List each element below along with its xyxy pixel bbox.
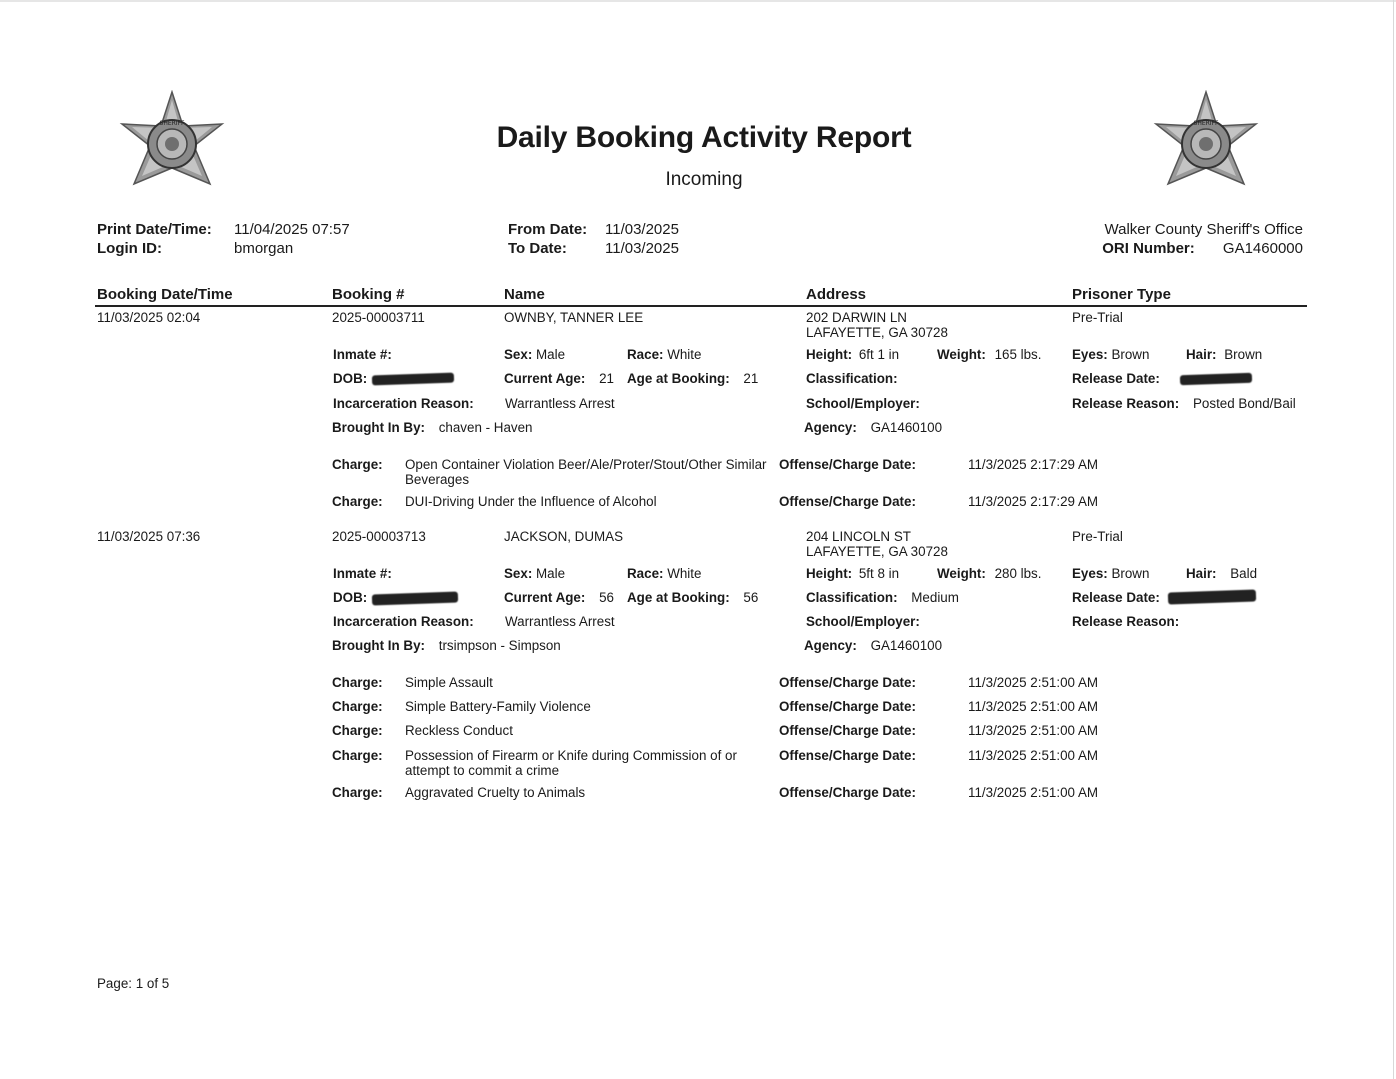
brought-in-by-label: Brought In By: — [332, 638, 425, 653]
release-date-label: Release Date: — [1072, 590, 1160, 605]
offense-date-label: Offense/Charge Date: — [779, 748, 916, 763]
col-booking-number: Booking # — [332, 286, 405, 303]
race — [627, 347, 701, 362]
eyes — [1072, 347, 1149, 362]
agency-label: Agency: — [804, 638, 857, 653]
charge-description-cont: attempt to commit a crime — [405, 763, 560, 778]
offense-date-label: Offense/Charge Date: — [779, 457, 916, 472]
print-datetime-label: Print Date/Time: — [97, 221, 212, 238]
charge-label: Charge: — [332, 675, 383, 690]
current-age-value: 21 — [599, 371, 614, 386]
sex-label: Sex: — [504, 347, 533, 362]
page-top-edge — [0, 0, 1396, 2]
school-employer-label: School/Employer: — [806, 614, 920, 629]
inmate-number-label: Inmate #: — [333, 566, 392, 581]
current-age-label: Current Age: — [504, 371, 586, 386]
report-subtitle: Incoming — [665, 169, 743, 190]
brought-in-by — [332, 638, 561, 653]
charge-label: Charge: — [332, 494, 383, 509]
brought-in-by-label: Brought In By: — [332, 420, 425, 435]
agency-name: Walker County Sheriff's Office — [1104, 221, 1303, 238]
classification — [806, 590, 959, 605]
booking-number: 2025-00003711 — [332, 310, 425, 325]
address-line2: LAFAYETTE, GA 30728 — [806, 544, 948, 559]
charge-label: Charge: — [332, 723, 383, 738]
charge-description: Reckless Conduct — [405, 723, 513, 738]
eyes-label: Eyes: — [1072, 566, 1108, 581]
agency-value: GA1460100 — [870, 638, 943, 653]
to-date-label: To Date: — [508, 240, 567, 257]
height-value: 6ft 1 in — [858, 347, 900, 362]
agency-label: Agency: — [804, 420, 857, 435]
ori-number-label: ORI Number: — [1102, 240, 1195, 257]
dob-redaction — [372, 373, 454, 386]
offense-date-label: Offense/Charge Date: — [779, 785, 916, 800]
hair-label: Hair: — [1186, 347, 1217, 362]
race — [627, 566, 701, 581]
hair-label: Hair: — [1186, 566, 1217, 581]
page-number: Page: 1 of 5 — [97, 976, 170, 991]
height-label: Height: — [806, 347, 853, 362]
age-at-booking — [627, 371, 758, 386]
offense-date-label: Offense/Charge Date: — [779, 723, 916, 738]
to-date-value: 11/03/2025 — [605, 240, 679, 257]
charge-description-cont: Beverages — [405, 472, 470, 487]
weight — [937, 347, 1041, 362]
offense-date-value: 11/3/2025 2:17:29 AM — [968, 494, 1099, 509]
height-label: Height: — [806, 566, 853, 581]
offense-date-label: Offense/Charge Date: — [779, 699, 916, 714]
dob-redaction — [372, 592, 458, 606]
height — [806, 347, 899, 362]
weight-label: Weight: — [937, 347, 986, 362]
address-line2: LAFAYETTE, GA 30728 — [806, 325, 948, 340]
charge-label: Charge: — [332, 748, 383, 763]
charge-label: Charge: — [332, 457, 383, 472]
age-at-booking — [627, 590, 758, 605]
sex-label: Sex: — [504, 566, 533, 581]
inmate-name: JACKSON, DUMAS — [504, 529, 624, 544]
incarceration-reason-value: Warrantless Arrest — [505, 396, 615, 411]
classification-label: Classification: — [806, 371, 898, 386]
release-date-label: Release Date: — [1072, 371, 1160, 386]
charge-label: Charge: — [332, 785, 383, 800]
height-value: 5ft 8 in — [858, 566, 900, 581]
brought-in-by — [332, 420, 533, 435]
login-id-label: Login ID: — [97, 240, 162, 257]
age-at-booking-value: 56 — [743, 590, 759, 605]
incarceration-reason-label: Incarceration Reason: — [333, 396, 474, 411]
weight-label: Weight: — [937, 566, 986, 581]
classification-label: Classification: — [806, 590, 898, 605]
page-right-edge — [1393, 0, 1394, 1079]
age-at-booking-value: 21 — [743, 371, 759, 386]
eyes — [1072, 566, 1149, 581]
from-date-value: 11/03/2025 — [605, 221, 679, 238]
dob-label: DOB: — [333, 371, 368, 386]
col-booking-datetime: Booking Date/Time — [97, 286, 233, 303]
weight — [937, 566, 1041, 581]
booking-datetime: 11/03/2025 07:36 — [97, 529, 201, 544]
dob-label: DOB: — [333, 590, 368, 605]
inmate-number-label: Inmate #: — [333, 347, 392, 362]
brought-in-by-value: trsimpson - Simpson — [438, 638, 561, 653]
hair — [1186, 347, 1262, 362]
eyes-value: Brown — [1111, 347, 1150, 362]
current-age-label: Current Age: — [504, 590, 586, 605]
release-reason-label: Release Reason: — [1072, 614, 1180, 629]
charge-description: Aggravated Cruelty to Animals — [405, 785, 586, 800]
incarceration-reason-value: Warrantless Arrest — [505, 614, 615, 629]
charge-description: Simple Assault — [405, 675, 493, 690]
release-date-redaction — [1180, 373, 1252, 386]
hair-value: Brown — [1224, 347, 1263, 362]
offense-date-value: 11/3/2025 2:51:00 AM — [968, 785, 1099, 800]
seal-text-right: SHERIFF — [1193, 120, 1219, 127]
age-at-booking-label: Age at Booking: — [627, 590, 730, 605]
school-employer-label: School/Employer: — [806, 396, 920, 411]
from-date-label: From Date: — [508, 221, 588, 238]
offense-date-value: 11/3/2025 2:51:00 AM — [968, 723, 1099, 738]
release-reason-label: Release Reason: — [1072, 396, 1180, 411]
weight-value: 280 lbs. — [994, 566, 1042, 581]
col-address: Address — [806, 286, 867, 303]
hair — [1186, 566, 1257, 581]
address-line1: 202 DARWIN LN — [806, 310, 907, 325]
sex — [504, 347, 565, 362]
brought-in-by-value: chaven - Haven — [438, 420, 533, 435]
current-age — [504, 590, 614, 605]
agency — [804, 420, 942, 435]
charge-description: Possession of Firearm or Knife during Commission of or — [405, 748, 737, 763]
prisoner-type: Pre-Trial — [1072, 529, 1123, 544]
release-date-redaction — [1168, 589, 1256, 604]
offense-date-value: 11/3/2025 2:51:00 AM — [968, 748, 1099, 763]
ori-number — [1102, 240, 1303, 257]
weight-value: 165 lbs. — [994, 347, 1042, 362]
offense-date-label: Offense/Charge Date: — [779, 494, 916, 509]
eyes-label: Eyes: — [1072, 347, 1108, 362]
race-value: White — [667, 347, 702, 362]
booking-number: 2025-00003713 — [332, 529, 426, 544]
agency — [804, 638, 942, 653]
inmate-name: OWNBY, TANNER LEE — [504, 310, 644, 325]
seal-text-left: SHERIFF — [159, 120, 185, 127]
sex-value: Male — [536, 566, 566, 581]
race-label: Race: — [627, 347, 664, 362]
charge-label: Charge: — [332, 699, 383, 714]
hair-value: Bald — [1230, 566, 1258, 581]
login-id-value: bmorgan — [234, 240, 294, 257]
agency-value: GA1460100 — [870, 420, 943, 435]
address-line1: 204 LINCOLN ST — [806, 529, 911, 544]
print-datetime-value: 11/04/2025 07:57 — [234, 221, 350, 238]
race-label: Race: — [627, 566, 664, 581]
offense-date-value: 11/3/2025 2:17:29 AM — [968, 457, 1099, 472]
charge-description: Simple Battery-Family Violence — [405, 699, 591, 714]
age-at-booking-label: Age at Booking: — [627, 371, 730, 386]
charge-description: Open Container Violation Beer/Ale/Proter/Stout/Other Similar — [405, 457, 767, 472]
current-age — [504, 371, 614, 386]
col-name: Name — [504, 286, 545, 303]
current-age-value: 56 — [599, 590, 614, 605]
header-rule — [95, 305, 1307, 307]
report-title: Daily Booking Activity Report — [496, 121, 912, 154]
prisoner-type: Pre-Trial — [1072, 310, 1123, 325]
classification-value: Medium — [911, 590, 959, 605]
charge-description: DUI-Driving Under the Influence of Alcohol — [405, 494, 657, 509]
race-value: White — [667, 566, 702, 581]
offense-date-value: 11/3/2025 2:51:00 AM — [968, 675, 1099, 690]
release-reason-value: Posted Bond/Bail — [1193, 396, 1296, 411]
offense-date-value: 11/3/2025 2:51:00 AM — [968, 699, 1099, 714]
ori-number-value: GA1460000 — [1222, 240, 1303, 257]
incarceration-reason-label: Incarceration Reason: — [333, 614, 474, 629]
col-prisoner-type: Prisoner Type — [1072, 286, 1171, 303]
sex — [504, 566, 565, 581]
sex-value: Male — [536, 347, 566, 362]
booking-datetime: 11/03/2025 02:04 — [97, 310, 201, 325]
offense-date-label: Offense/Charge Date: — [779, 675, 916, 690]
eyes-value: Brown — [1111, 566, 1150, 581]
height — [806, 566, 899, 581]
